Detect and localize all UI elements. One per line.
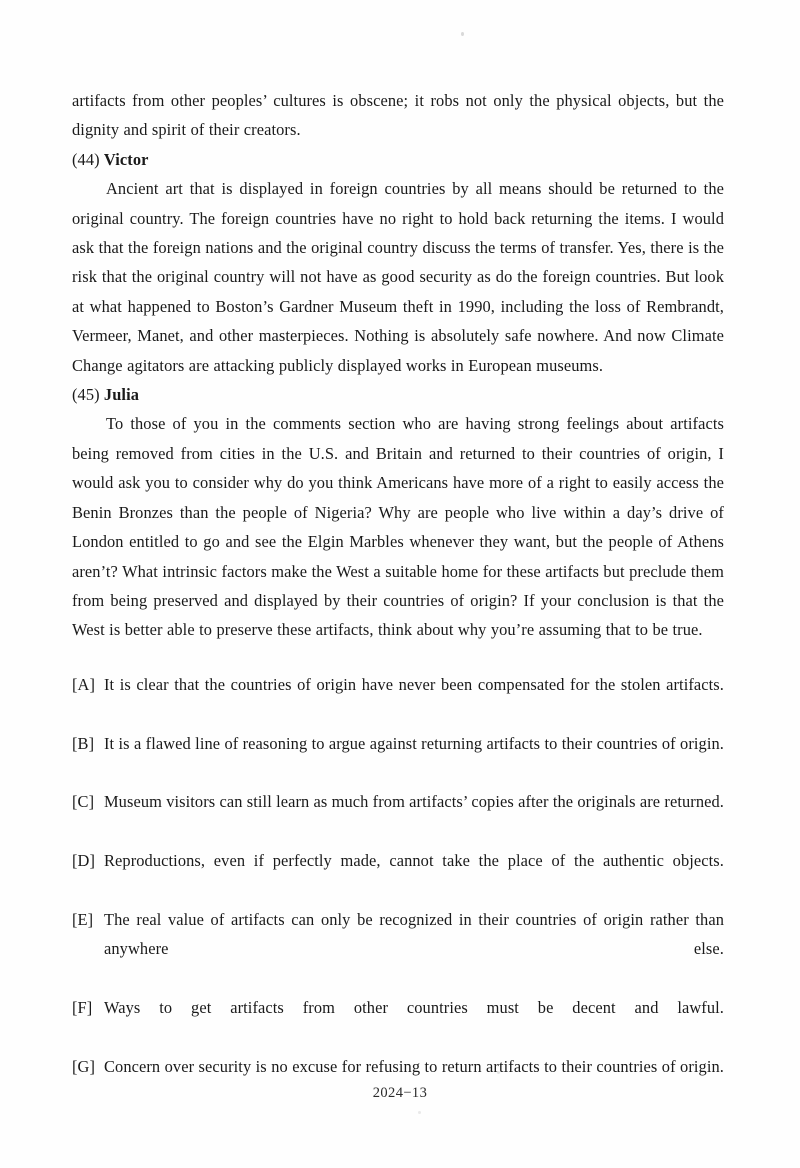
option-label: [A] <box>72 674 96 694</box>
option-item[interactable] <box>72 729 724 788</box>
option-label: [C] <box>72 792 95 812</box>
option-text: Concern over security is no excuse for refusing to return artifacts to their countries of origin. <box>104 1057 724 1076</box>
option-text: Ways to get artifacts from other countries must be decent and lawful. <box>104 998 724 1018</box>
page-footer: 2024−13 <box>372 1085 428 1101</box>
option-text: Museum visitors can still learn as much from artifacts’ copies after the originals are returned. <box>104 792 724 812</box>
option-item[interactable] <box>72 905 724 993</box>
speaker-heading-victor <box>72 145 724 174</box>
speaker-number: (45) <box>72 385 100 405</box>
option-text: Reproductions, even if perfectly made, cannot take the place of the authentic objects. <box>104 851 724 871</box>
option-label: [D] <box>72 851 96 871</box>
speaker-name: Victor <box>103 149 149 169</box>
option-item[interactable] <box>72 787 724 846</box>
option-text: It is clear that the countries of origin have never been compensated for the stolen artifacts. <box>104 674 724 694</box>
option-label: [F] <box>72 998 93 1018</box>
scan-speck-icon <box>418 1111 421 1114</box>
option-label: [B] <box>72 733 95 753</box>
speaker-name: Julia <box>103 385 140 405</box>
option-item[interactable] <box>72 993 724 1052</box>
option-text: It is a flawed line of reasoning to argue against returning artifacts to their countries of origin. <box>104 733 724 753</box>
scan-speck-icon <box>461 32 464 36</box>
speaker-heading-julia <box>72 380 724 409</box>
speaker-paragraph-victor: Ancient art that is displayed in foreign countries by all means should be returned to the original country. The foreign countries have no right to hold back returning the items. I would ask that the foreign nations and the original country discuss the terms of transfer. Yes, there is the risk that the original country will not have as good security as do the foreign countries. But look at what happened to Boston’s Gardner Museum theft in 1990, including the loss of Rembrandt, Vermeer, Manet, and other masterpieces. Nothing is absolutely safe nowhere. And now Climate Change agitators are attacking publicly displayed works in European museums. <box>72 179 724 375</box>
text-column <box>72 86 724 1111</box>
option-text: The real value of artifacts can only be recognized in their countries of origin rather than anywhere else. <box>104 909 724 959</box>
option-label: [E] <box>72 909 94 929</box>
speaker-paragraph-julia: To those of you in the comments section who are having strong feelings about artifacts being removed from cities in the U.S. and Britain and returned to their countries of origin, I would ask you to consider why do you think Americans have more of a right to easily access the Benin Bronzes than the people of Nigeria? Why are people who live within a day’s drive of London entitled to go and see the Elgin Marbles whenever they want, but the people of Athens aren’t? What intrinsic factors make the West a suitable home for these artifacts but preclude them from being preserved and displayed by their countries of origin? If your conclusion is that the West is better able to preserve these artifacts, think about why you’re assuming that to be true. <box>72 414 724 640</box>
speaker-number: (44) <box>72 149 100 169</box>
option-item[interactable] <box>72 846 724 905</box>
option-label: [G] <box>72 1057 96 1076</box>
answer-options-list <box>72 670 724 1111</box>
continuation-paragraph: artifacts from other peoples’ cultures is obscene; it robs not only the physical objects, but the dignity and spirit of their creators. <box>72 91 724 140</box>
option-item[interactable] <box>72 670 724 729</box>
